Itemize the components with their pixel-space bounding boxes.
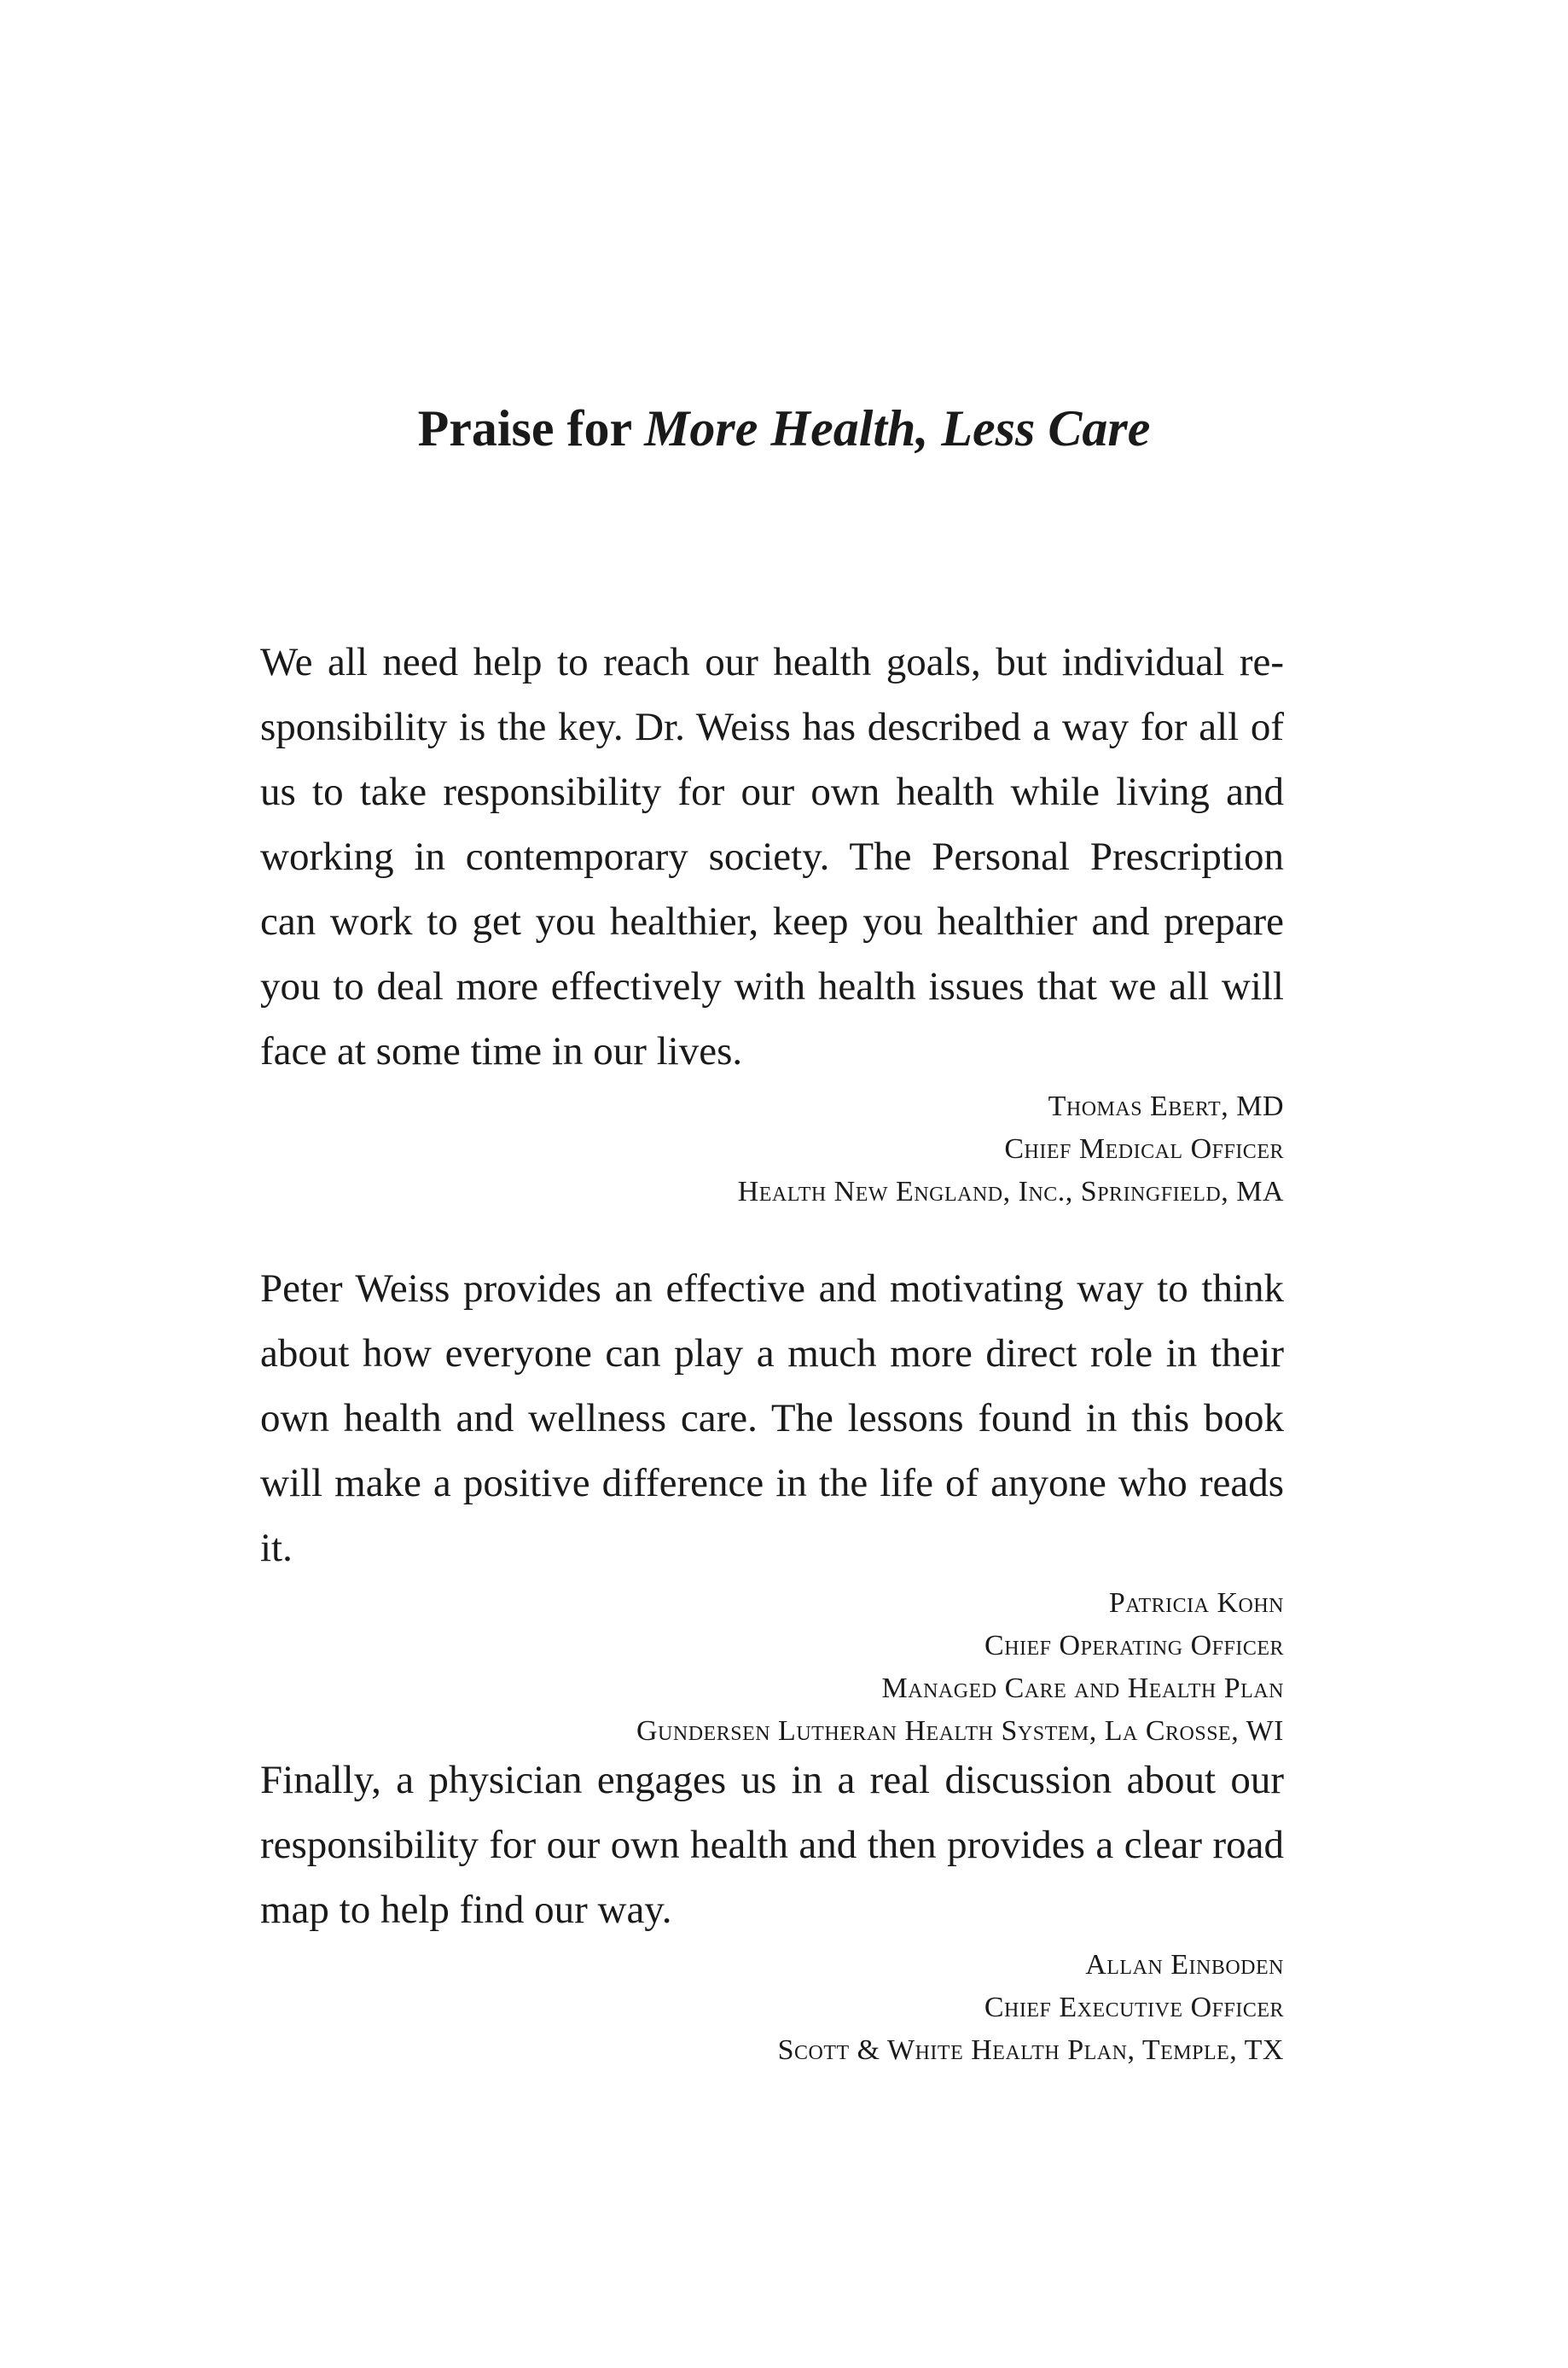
attribution-role: Chief Medical Officer <box>1004 1133 1284 1165</box>
attribution-role: Chief Executive Officer <box>984 1992 1284 2023</box>
title-prefix: Praise for <box>417 400 632 457</box>
attribution-name: Thomas Ebert, MD <box>1048 1091 1284 1122</box>
testimonial-3 <box>260 1748 1284 2072</box>
testimonial-attribution <box>260 1582 1284 1753</box>
testimonial-attribution <box>260 1085 1284 1213</box>
attribution-name: Patricia Kohn <box>1108 1587 1284 1619</box>
attribution-organization: Health New England, Inc., Springfield, MA <box>737 1176 1284 1207</box>
testimonial-2 <box>260 1256 1284 1753</box>
attribution-role: Chief Operating Officer <box>984 1630 1284 1661</box>
page-title <box>0 394 1568 463</box>
testimonial-text: Finally, a physician engages us in a real discussion about our responsibility for our own health and then provides a clear road map to help find our way. <box>260 1758 1284 1932</box>
testimonial-1 <box>260 630 1284 1213</box>
attribution-department: Managed Care and Health Plan <box>881 1673 1284 1704</box>
attribution-organization: Gundersen Lutheran Health System, La Crosse, WI <box>636 1715 1284 1747</box>
testimonial-text: Peter Weiss provides an effective and motivating way to think about how everyone can play a much more direct role in their own health and wellness care. The lessons found in this book will make a positive difference in the life of anyone who reads it. <box>260 1266 1284 1570</box>
attribution-name: Allan Einboden <box>1085 1949 1284 1981</box>
testimonial-text: We all need help to reach our health goals, but individual responsibility is the key. Dr. Weiss has described a way for all of us to take responsibility for our own health while living and working in contemporary society. The Personal Prescription can work to get you healthier, keep you healthier and prepare you to deal more effectively with health issues that we all will face at some time in our lives. <box>260 640 1284 1073</box>
testimonial-attribution <box>260 1944 1284 2072</box>
attribution-organization: Scott & White Health Plan, Temple, TX <box>777 2034 1284 2066</box>
book-title: More Health, Less Care <box>644 400 1151 457</box>
